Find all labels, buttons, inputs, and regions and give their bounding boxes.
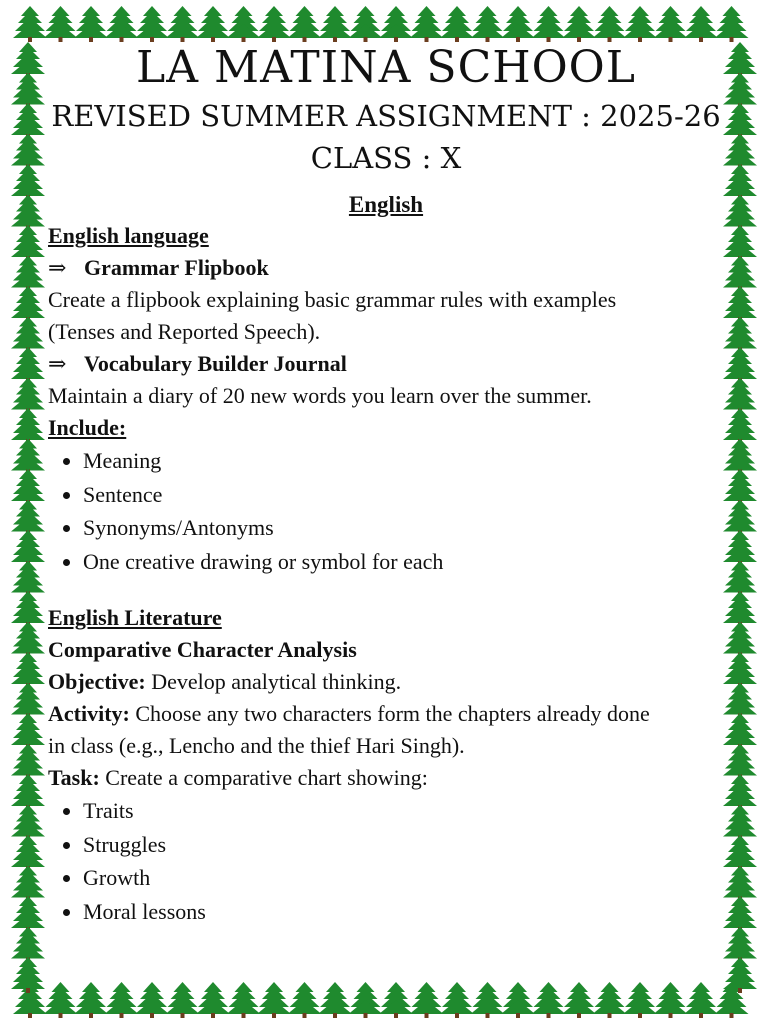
language-heading: English language bbox=[48, 223, 209, 248]
tree-icon bbox=[723, 957, 757, 993]
activity-line bbox=[48, 698, 724, 730]
list-item: • Synonyms/Antonyms bbox=[83, 511, 724, 545]
task-label: Task: bbox=[48, 765, 100, 790]
tree-icon bbox=[135, 982, 169, 1018]
tree-icon bbox=[379, 982, 413, 1018]
tree-icon bbox=[562, 982, 596, 1018]
tree-icon bbox=[196, 982, 230, 1018]
vocabulary-item bbox=[48, 348, 724, 380]
grammar-item bbox=[48, 252, 724, 284]
tree-icon bbox=[501, 982, 535, 1018]
objective-line bbox=[48, 666, 724, 698]
tree-icon bbox=[288, 982, 322, 1018]
tree-icon bbox=[227, 982, 261, 1018]
tree-icon bbox=[654, 982, 688, 1018]
assignment-title: REVISED SUMMER ASSIGNMENT : 2025-26 bbox=[51, 99, 721, 133]
arrow-icon: ⇒ bbox=[48, 255, 67, 280]
include-label: Include: bbox=[48, 415, 127, 440]
border-left bbox=[10, 0, 46, 1024]
list-item: • Sentence bbox=[83, 478, 724, 512]
grammar-desc-line2: (Tenses and Reported Speech). bbox=[48, 319, 321, 344]
arrow-icon: ⇒ bbox=[48, 351, 67, 376]
class-label: CLASS : X bbox=[310, 141, 462, 175]
assignment-page bbox=[48, 36, 724, 981]
literature-heading: English Literature bbox=[48, 605, 222, 630]
list-item: • Struggles bbox=[83, 828, 724, 862]
tree-border-bottom bbox=[0, 982, 768, 1018]
vocabulary-desc: Maintain a diary of 20 new words you learn over the summer. bbox=[48, 383, 592, 408]
grammar-title: Grammar Flipbook bbox=[84, 255, 269, 280]
subject-heading: English bbox=[348, 192, 424, 217]
list-item: • One creative drawing or symbol for each bbox=[83, 545, 724, 579]
school-name: LA MATINA SCHOOL bbox=[136, 42, 636, 93]
tree-icon bbox=[593, 982, 627, 1018]
tree-border-right bbox=[722, 0, 758, 1024]
literature-title: Comparative Character Analysis bbox=[48, 637, 357, 662]
tree-icon bbox=[257, 982, 291, 1018]
vocabulary-title: Vocabulary Builder Journal bbox=[84, 351, 347, 376]
list-item: • Meaning bbox=[83, 444, 724, 478]
list-item: • Traits bbox=[83, 794, 724, 828]
task-list bbox=[48, 794, 724, 928]
tree-icon bbox=[471, 982, 505, 1018]
tree-icon bbox=[318, 982, 352, 1018]
tree-icon bbox=[623, 982, 657, 1018]
tree-icon bbox=[74, 982, 108, 1018]
include-list bbox=[48, 444, 724, 578]
tree-icon bbox=[166, 982, 200, 1018]
task-line bbox=[48, 762, 724, 794]
tree-icon bbox=[105, 982, 139, 1018]
tree-icon bbox=[532, 982, 566, 1018]
tree-icon bbox=[684, 982, 718, 1018]
tree-icon bbox=[440, 982, 474, 1018]
activity-line2: in class (e.g., Lencho and the thief Hari Singh). bbox=[48, 733, 465, 758]
activity-label: Activity: bbox=[48, 701, 130, 726]
objective-label: Objective: bbox=[48, 669, 146, 694]
task-text: Create a comparative chart showing: bbox=[99, 765, 428, 790]
grammar-desc-line1: Create a flipbook explaining basic grammar rules with examples bbox=[48, 287, 617, 312]
objective-text: Develop analytical thinking. bbox=[145, 669, 402, 694]
list-item: • Growth bbox=[83, 861, 724, 895]
activity-text: Choose any two characters form the chapters already done bbox=[129, 701, 650, 726]
tree-icon bbox=[11, 957, 45, 993]
list-item: • Moral lessons bbox=[83, 895, 724, 929]
border-bottom bbox=[0, 982, 768, 1018]
tree-icon bbox=[349, 982, 383, 1018]
border-right bbox=[722, 0, 758, 1024]
tree-border-left bbox=[10, 0, 46, 1024]
tree-icon bbox=[410, 982, 444, 1018]
tree-icon bbox=[44, 982, 78, 1018]
